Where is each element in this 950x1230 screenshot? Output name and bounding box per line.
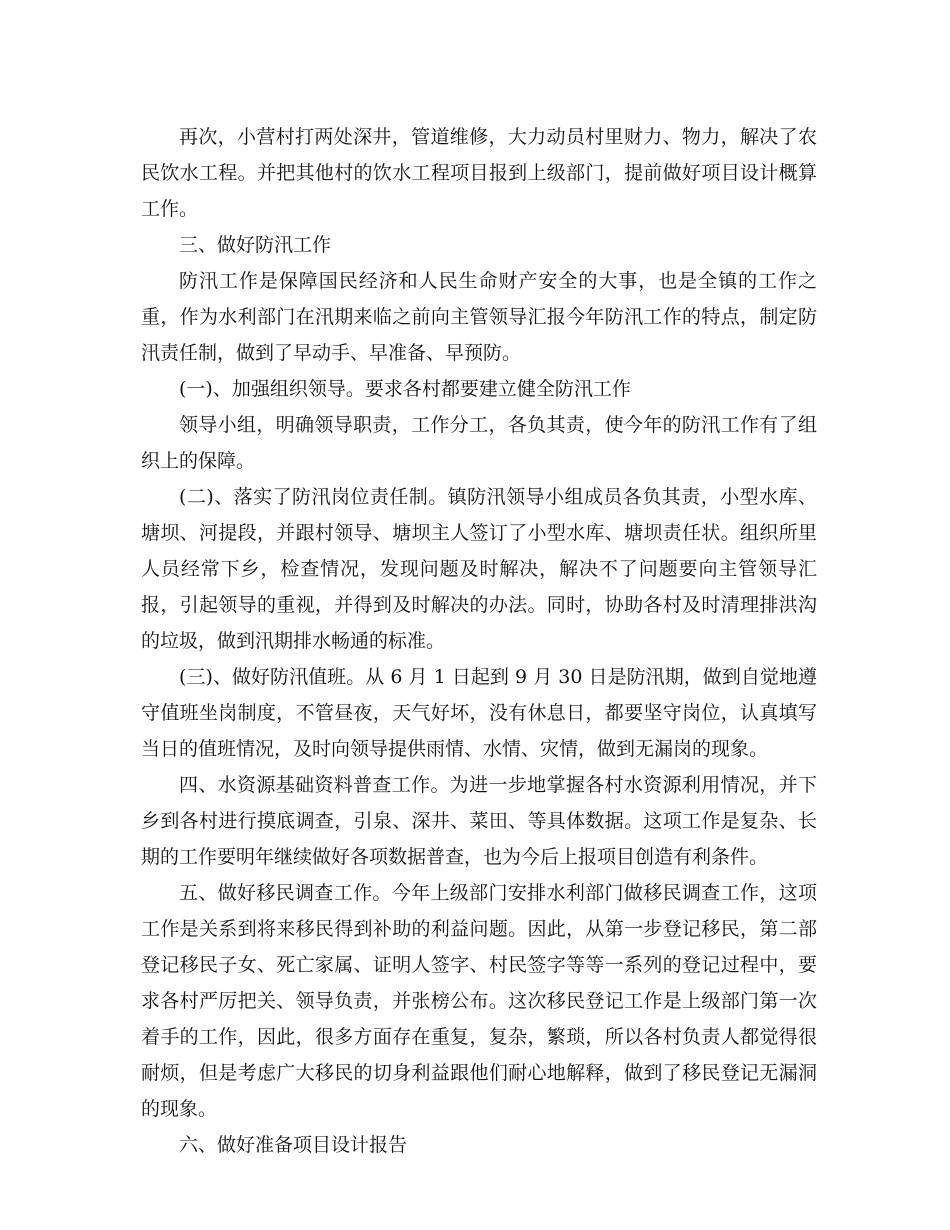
- paragraph-responsibility-system: (二)、落实了防汛岗位责任制。镇防汛领导小组成员各负其责，小型水库、塘坝、河提段，并跟村领导、塘坝主人签订了小型水库、塘坝责任状。组织所里人员经常下乡，检查情况，发现问题及时解决，解决不了问题要向主管领导汇报，引起领导的重视，并得到及时解决的办法。同时，协助各村及时清理排洪沟的垃圾，做到汛期排水畅通的标准。: [141, 486, 817, 652]
- paragraph-drinking-water: 再次，小营村打两处深井，管道维修，大力动员村里财力、物力，解决了农民饮水工程。并把其他村的饮水工程项目报到上级部门，提前做好项目设计概算工作。: [141, 126, 817, 220]
- paragraph-leadership-group: 领导小组，明确领导职责，工作分工，各负其责，使今年的防汛工作有了组织上的保障。: [141, 414, 817, 472]
- paragraph-water-resources-survey: 四、水资源基础资料普查工作。为进一步地掌握各村水资源利用情况，并下乡到各村进行摸底调查，引泉、深井、菜田、等具体数据。这项工作是复杂、长期的工作要明年继续做好各项数据普查，也为今后上报项目创造有利条件。: [141, 774, 817, 868]
- section-heading-project-design: 六、做好准备项目设计报告: [179, 1134, 408, 1156]
- document-body: [141, 119, 817, 1163]
- paragraph-migrant-survey: 五、做好移民调查工作。今年上级部门安排水利部门做移民调查工作，这项工作是关系到将来移民得到补助的利益问题。因此，从第一步登记移民，第二部登记移民子女、死亡家属、证明人签字、村民签字等等一系列的登记过程中，要求各村严厉把关、领导负责，并张榜公布。这次移民登记工作是上级部门第一次着手的工作，因此，很多方面存在重复，复杂，繁琐，所以各村负责人都觉得很耐烦，但是考虑广大移民的切身利益跟他们耐心地解释，做到了移民登记无漏洞的现象。: [141, 882, 817, 1120]
- paragraph-organization-leadership: (一)、加强组织领导。要求各村都要建立健全防汛工作: [179, 378, 631, 400]
- section-heading-flood-control: 三、做好防汛工作: [179, 234, 332, 256]
- paragraph-flood-control-intro: 防汛工作是保障国民经济和人民生命财产安全的大事，也是全镇的工作之重，作为水利部门在汛期来临之前向主管领导汇报今年防汛工作的特点，制定防汛责任制，做到了早动手、早准备、早预防。: [141, 270, 817, 364]
- paragraph-flood-duty: (三)、做好防汛值班。从 6 月 1 日起到 9 月 30 日是防汛期，做到自觉地遵守值班坐岗制度，不管昼夜，天气好坏，没有休息日，都要坚守岗位，认真填写当日的值班情况，及时向领导提供雨情、水情、灾情，做到无漏岗的现象。: [141, 666, 817, 760]
